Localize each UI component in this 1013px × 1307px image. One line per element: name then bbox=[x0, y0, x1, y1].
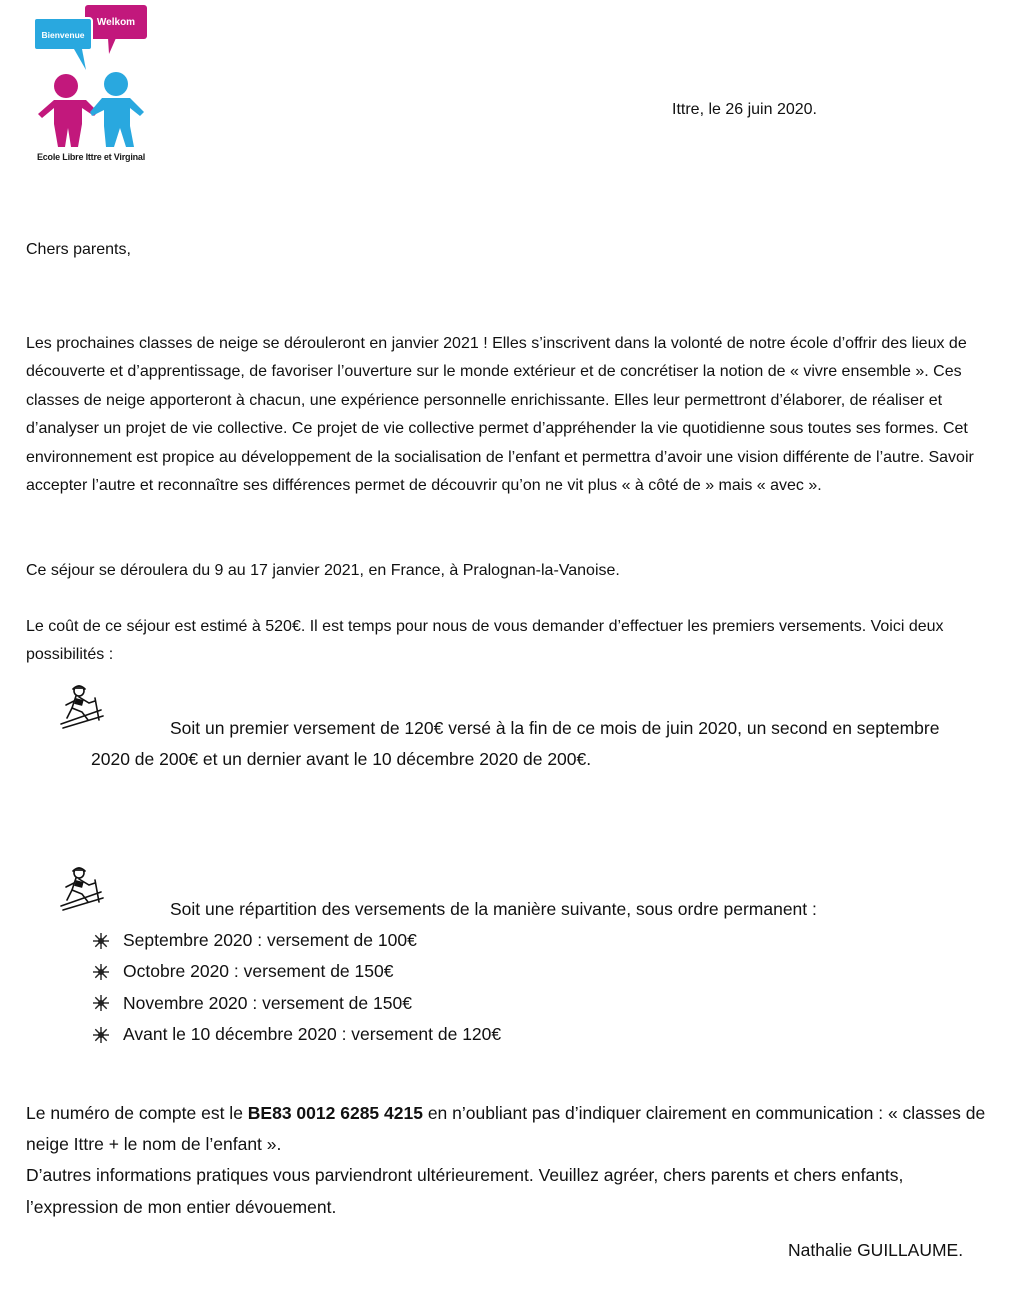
list-item bbox=[92, 956, 501, 987]
letter-date: Ittre, le 26 juin 2020. bbox=[672, 101, 817, 118]
greeting: Chers parents, bbox=[26, 241, 131, 258]
logo-bubble-right: Welkom bbox=[96, 17, 136, 28]
closing-block bbox=[26, 1098, 986, 1223]
logo-bubble-left: Bienvenue bbox=[41, 30, 85, 40]
school-logo bbox=[30, 2, 160, 172]
list-item bbox=[92, 1019, 501, 1050]
closing-text: D’autres informations pratiques vous parviendront ultérieurement. Veuillez agréer, chers parents et chers enfants, l’expression de mon entier dévouement. bbox=[26, 1165, 904, 1217]
logo-caption: Ecole Libre Ittre et Virginal bbox=[36, 152, 146, 162]
account-prefix: Le numéro de compte est le bbox=[26, 1103, 248, 1123]
installment-text: Avant le 10 décembre 2020 : versement de 120€ bbox=[123, 1024, 502, 1045]
account-number: BE83 0012 6285 4215 bbox=[247, 1103, 423, 1123]
account-suffix: en n’oubliant pas d’indiquer clairement en communication : « classes de neige Ittre + le nom de l’enfant ». bbox=[26, 1103, 986, 1155]
skier-icon bbox=[57, 864, 107, 914]
paragraph-intro: Les prochaines classes de neige se dérouleront en janvier 2021 ! Elles s’inscrivent dans la volonté de notre école d’offrir des lieux de découverte et d’apprentissage, de favoriser l’ouverture sur le monde extérieur et de concrétiser la notion de « vivre ensemble ». Ces classes de neige apporteront à chacun, une expérience personnelle enrichissante. Elles leur permettront d’élaborer, de réaliser et d’analyser un projet de vie collective. Ce projet de vie collective permet d’appréhender la vie quotidienne sous toutes ses formes. Cet environnement est propice au développement de la socialisation de l’enfant et permettra d’avoir une vision différente de l’autre. Savoir accepter l’autre et reconnaître ses différences permet de découvrir qu’on ne vit plus « à côté de » mais « avec ». bbox=[26, 335, 974, 495]
snowflake-bullet-icon bbox=[92, 963, 110, 981]
snowflake-bullet-icon bbox=[92, 994, 110, 1012]
paragraph-cost: Le coût de ce séjour est estimé à 520€. Il est temps pour nous de vous demander d’effectuer les premiers versements. Voici deux possibilités : bbox=[26, 618, 944, 664]
list-item bbox=[92, 925, 501, 956]
installment-text: Septembre 2020 : versement de 100€ bbox=[123, 930, 417, 951]
installment-text: Novembre 2020 : versement de 150€ bbox=[123, 992, 412, 1013]
paragraph-trip-dates: Ce séjour se déroulera du 9 au 17 janvier 2021, en France, à Pralognan-la-Vanoise. bbox=[26, 562, 620, 579]
installment-text: Octobre 2020 : versement de 150€ bbox=[123, 961, 394, 982]
installment-list bbox=[92, 925, 501, 1050]
snowflake-bullet-icon bbox=[92, 932, 110, 950]
option-one-text: Soit un premier versement de 120€ versé à la fin de ce mois de juin 2020, un second en septembre 2020 de 200€ et un dernier avant le 10 décembre 2020 de 200€. bbox=[91, 718, 940, 769]
option-two-intro: Soit une répartition des versements de la manière suivante, sous ordre permanent : bbox=[170, 899, 817, 919]
list-item bbox=[92, 988, 501, 1019]
snowflake-bullet-icon bbox=[92, 1026, 110, 1044]
signature: Nathalie GUILLAUME. bbox=[788, 1240, 964, 1260]
